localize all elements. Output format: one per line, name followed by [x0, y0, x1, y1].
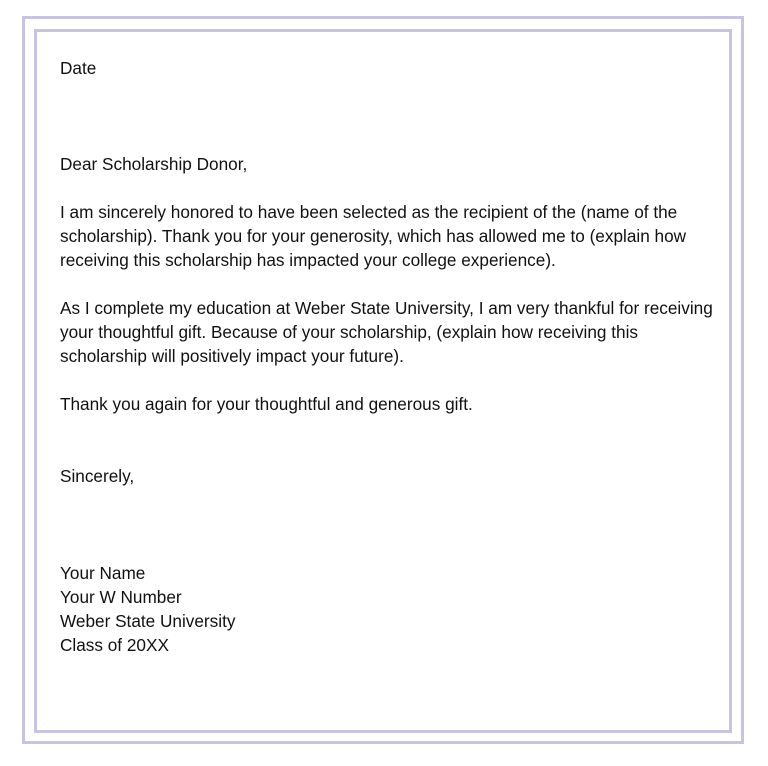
letter-date: Date: [60, 58, 97, 78]
signature-w-number: Your W Number: [60, 587, 182, 607]
letter-body: [60, 56, 728, 657]
letter-paragraph-2: As I complete my education at Weber State University, I am very thankful for receiving your thoughtful gift. Because of your scholarship, (explain how receiving this scholarship will positively impact your future).: [60, 298, 713, 366]
spacer: [60, 488, 728, 561]
spacer: [60, 176, 728, 200]
spacer: [60, 416, 728, 464]
signature-class: Class of 20XX: [60, 635, 169, 655]
letter-salutation: Dear Scholarship Donor,: [60, 154, 248, 174]
signature-university: Weber State University: [60, 611, 236, 631]
spacer: [60, 368, 728, 392]
letter-paragraph-3: Thank you again for your thoughtful and generous gift.: [60, 394, 473, 414]
signature-name: Your Name: [60, 563, 146, 583]
spacer: [60, 80, 728, 152]
letter-closing: Sincerely,: [60, 466, 135, 486]
spacer: [60, 272, 728, 296]
letter-paragraph-1: I am sincerely honored to have been selected as the recipient of the (name of the scholarship). Thank you for your generosity, which has allowed me to (explain how receiving this scholarship has impacted your college experience).: [60, 202, 687, 270]
